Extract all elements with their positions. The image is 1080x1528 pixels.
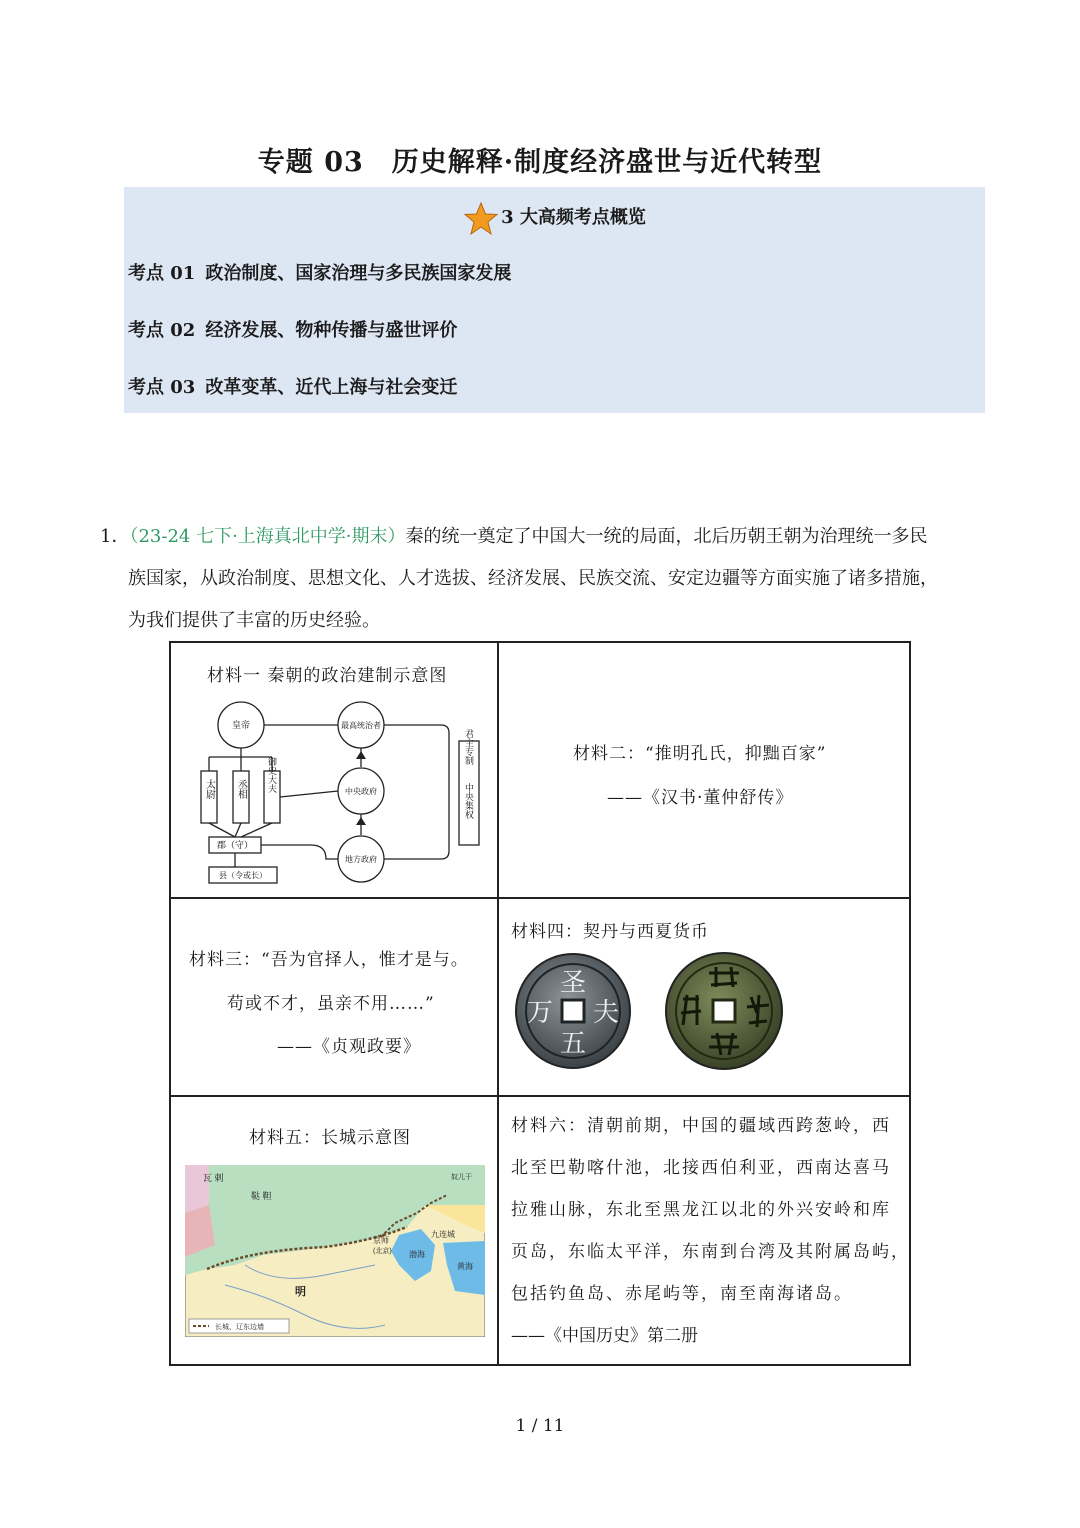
material-1-cell bbox=[171, 643, 497, 897]
coins-image bbox=[511, 951, 901, 1081]
svg-text:夫: 夫 bbox=[592, 998, 620, 1028]
svg-text:太尉: 太尉 bbox=[203, 779, 215, 799]
material-6-line: 包括钓鱼岛、赤尾屿等，南至南海诸岛。 bbox=[511, 1284, 853, 1304]
material-2-cell bbox=[499, 643, 909, 897]
material-6-text bbox=[511, 1105, 910, 1357]
svg-text:京师: 京师 bbox=[373, 1236, 389, 1245]
svg-text:皇帝: 皇帝 bbox=[231, 720, 251, 730]
overview-heading: 3 大高频考点概览 bbox=[124, 201, 985, 237]
page-title bbox=[0, 140, 1080, 179]
material-3-line1: 材料三：“吾为官择人，惟才是与。 bbox=[189, 950, 469, 970]
materials-table bbox=[169, 641, 911, 1366]
key-point-3: 考点 03 改革变革、近代上海与社会变迁 bbox=[128, 377, 458, 398]
material-2-quote: 材料二：“推明孔氏，抑黜百家” bbox=[573, 744, 827, 764]
great-wall-map bbox=[185, 1165, 485, 1337]
question-number: 1． bbox=[100, 526, 130, 547]
svg-text:中央集权: 中央集权 bbox=[464, 783, 474, 819]
material-6-source: ——《中国历史》第二册 bbox=[511, 1326, 698, 1346]
svg-text:圣: 圣 bbox=[559, 968, 587, 998]
material-3-source: ——《贞观政要》 bbox=[277, 1037, 421, 1057]
svg-text:鞑 靼: 鞑 靼 bbox=[251, 1191, 272, 1201]
overview-box bbox=[124, 187, 985, 413]
svg-text:黄海: 黄海 bbox=[457, 1262, 473, 1271]
topic-number: 专题 03 bbox=[257, 147, 364, 178]
khitan-coin bbox=[516, 954, 630, 1068]
material-2-source: ——《汉书·董仲舒传》 bbox=[607, 788, 794, 808]
material-3-line2: 苟或不才，虽亲不用……” bbox=[227, 994, 435, 1014]
svg-text:(北京): (北京) bbox=[373, 1248, 392, 1255]
material-6-line: 拉雅山脉，东北至黑龙江以北的外兴安岭和库 bbox=[511, 1200, 891, 1220]
page-number: 1 / 11 bbox=[515, 1416, 565, 1436]
svg-text:御史大夫: 御史大夫 bbox=[267, 757, 277, 793]
svg-text:九连城: 九连城 bbox=[431, 1230, 455, 1239]
svg-text:地方政府: 地方政府 bbox=[345, 855, 377, 864]
svg-text:郡（守）: 郡（守） bbox=[216, 840, 254, 850]
material-6-line: 材料六：清朝前期，中国的疆域西跨葱岭，西 bbox=[511, 1116, 891, 1136]
material-5-cell bbox=[171, 1097, 497, 1364]
western-xia-coin bbox=[666, 953, 782, 1069]
material-6-cell bbox=[499, 1097, 909, 1364]
material-3-cell bbox=[171, 899, 497, 1095]
material-6-line: 北至巴勒喀什池，北接西伯利亚，西南达喜马 bbox=[511, 1158, 891, 1178]
key-point-1: 考点 01 政治制度、国家治理与多民族国家发展 bbox=[128, 263, 512, 284]
svg-text:瓦 剌: 瓦 剌 bbox=[203, 1173, 224, 1183]
question-stem-line1: 秦的统一奠定了中国大一统的局面，北后历朝王朝为治理统一多民 bbox=[405, 526, 928, 547]
topic-title: 历史解释·制度经济盛世与近代转型 bbox=[391, 147, 823, 178]
material-4-caption: 材料四：契丹与西夏货币 bbox=[511, 922, 709, 942]
svg-text:五: 五 bbox=[559, 1029, 587, 1059]
svg-text:君主专制: 君主专制 bbox=[464, 729, 474, 765]
svg-text:丞相: 丞相 bbox=[235, 779, 247, 799]
material-4-cell bbox=[499, 899, 909, 1095]
question-stem-line3: 为我们提供了丰富的历史经验。 bbox=[128, 610, 380, 631]
svg-text:万: 万 bbox=[526, 998, 554, 1028]
svg-text:长城，辽东边墙: 长城，辽东边墙 bbox=[215, 1324, 264, 1331]
star-icon bbox=[463, 201, 499, 237]
svg-text:中央政府: 中央政府 bbox=[345, 787, 377, 796]
svg-text:渤海: 渤海 bbox=[409, 1250, 425, 1259]
question-1 bbox=[100, 516, 980, 642]
svg-text:最高统治者: 最高统治者 bbox=[341, 721, 381, 730]
svg-text:奴儿干: 奴儿干 bbox=[451, 1174, 472, 1181]
key-point-2: 考点 02 经济发展、物种传播与盛世评价 bbox=[128, 320, 458, 341]
question-source: （23-24 七下·上海真北中学·期末） bbox=[129, 526, 406, 547]
material-1-caption: 材料一 秦朝的政治建制示意图 bbox=[207, 666, 448, 686]
svg-text:县（令或长）: 县（令或长） bbox=[219, 871, 267, 880]
question-stem-line2: 族国家，从政治制度、思想文化、人才选拔、经济发展、民族交流、安定边疆等方面实施了诸多措施， bbox=[128, 568, 938, 589]
material-6-line: 页岛，东临太平洋，东南到台湾及其附属岛屿， bbox=[511, 1242, 910, 1262]
material-5-caption: 材料五：长城示意图 bbox=[249, 1128, 411, 1148]
qin-structure-diagram bbox=[191, 701, 487, 889]
svg-text:明: 明 bbox=[295, 1286, 306, 1298]
